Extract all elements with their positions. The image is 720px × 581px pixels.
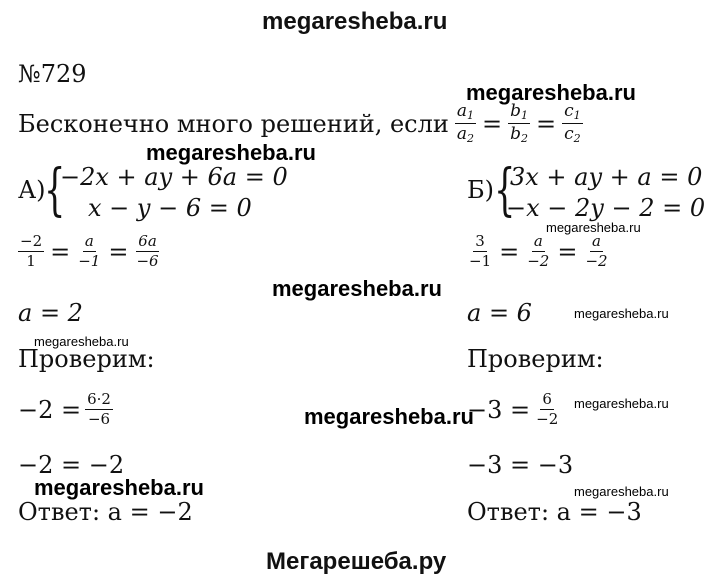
fraction: $\frac{3}{-1}$ — [469, 232, 492, 270]
answer-a: Ответ: a = −2 — [18, 498, 193, 526]
problem-number: №729 — [18, 60, 87, 88]
check-result-b: −3 = −3 — [467, 451, 574, 479]
condition-text: Бесконечно много решений, если — [18, 109, 449, 138]
watermark-bold: megaresheba.ru — [146, 140, 316, 165]
check-label-a: Проверим: — [18, 345, 155, 373]
system-a-line1: −2x + ay + 6a = 0 — [60, 163, 288, 191]
system-brace-icon: { — [44, 158, 66, 223]
watermark-bold: megaresheba.ru — [34, 475, 204, 500]
system-brace-icon: { — [494, 158, 516, 223]
part-b-label: Б) — [467, 176, 494, 204]
fraction: $\frac{a}{-1}$ — [78, 232, 101, 270]
equals-sign: = — [482, 109, 503, 138]
check-equation-a: −2 = $\frac{6\cdot 2}{-6}$ — [18, 390, 111, 428]
equals-sign: = — [536, 109, 557, 138]
fraction: $\frac{a}{-2}$ — [585, 232, 608, 270]
check-equation-b: −3 = $\frac{6}{-2}$ — [467, 390, 559, 428]
fraction-c1-c2: $\frac{c_1}{c_2}$ — [564, 101, 581, 145]
system-a-line2: x − y − 6 = 0 — [88, 194, 252, 222]
fraction: $\frac{a}{-2}$ — [527, 232, 550, 270]
watermark-small: megaresheba.ru — [574, 306, 669, 321]
fraction-a1-a2: $\frac{a_1}{a_2}$ — [456, 101, 474, 145]
ratio-b: $\frac{3}{-1}$ = $\frac{a}{-2}$ = $\frac{a}{-2}$ — [469, 232, 608, 270]
fraction: $\frac{-2}{1}$ — [20, 232, 43, 270]
fraction: $\frac{6a}{-6}$ — [136, 232, 159, 270]
watermark-small: megaresheba.ru — [574, 396, 669, 411]
check-label-b: Проверим: — [467, 345, 604, 373]
fraction-b1-b2: $\frac{b_1}{b_2}$ — [510, 101, 528, 145]
result-b: a = 6 — [467, 299, 532, 327]
check-result-a: −2 = −2 — [18, 451, 125, 479]
fraction: $\frac{6}{-2}$ — [536, 390, 559, 428]
fraction: $\frac{6\cdot 2}{-6}$ — [87, 390, 111, 428]
result-a: a = 2 — [18, 299, 83, 327]
watermark-small: megaresheba.ru — [574, 484, 669, 499]
watermark-bold: megaresheba.ru — [304, 404, 474, 429]
watermark-small: megaresheba.ru — [34, 334, 129, 349]
footer-watermark: Мегарешеба.ру — [266, 548, 447, 575]
system-b-line1: 3x + ay + a = 0 — [510, 163, 703, 191]
watermark-small: megaresheba.ru — [546, 220, 641, 235]
answer-b: Ответ: a = −3 — [467, 498, 642, 526]
part-a-label: А) — [18, 176, 46, 204]
watermark-bold: megaresheba.ru — [272, 276, 442, 301]
condition-line — [18, 103, 583, 144]
system-b-line2: −x − 2y − 2 = 0 — [506, 194, 706, 222]
watermark-bold: megaresheba.ru — [466, 80, 636, 105]
ratio-a: $\frac{-2}{1}$ = $\frac{a}{-1}$ = $\frac{6a}{-6}$ — [20, 232, 159, 270]
site-title-watermark: megaresheba.ru — [262, 8, 448, 35]
